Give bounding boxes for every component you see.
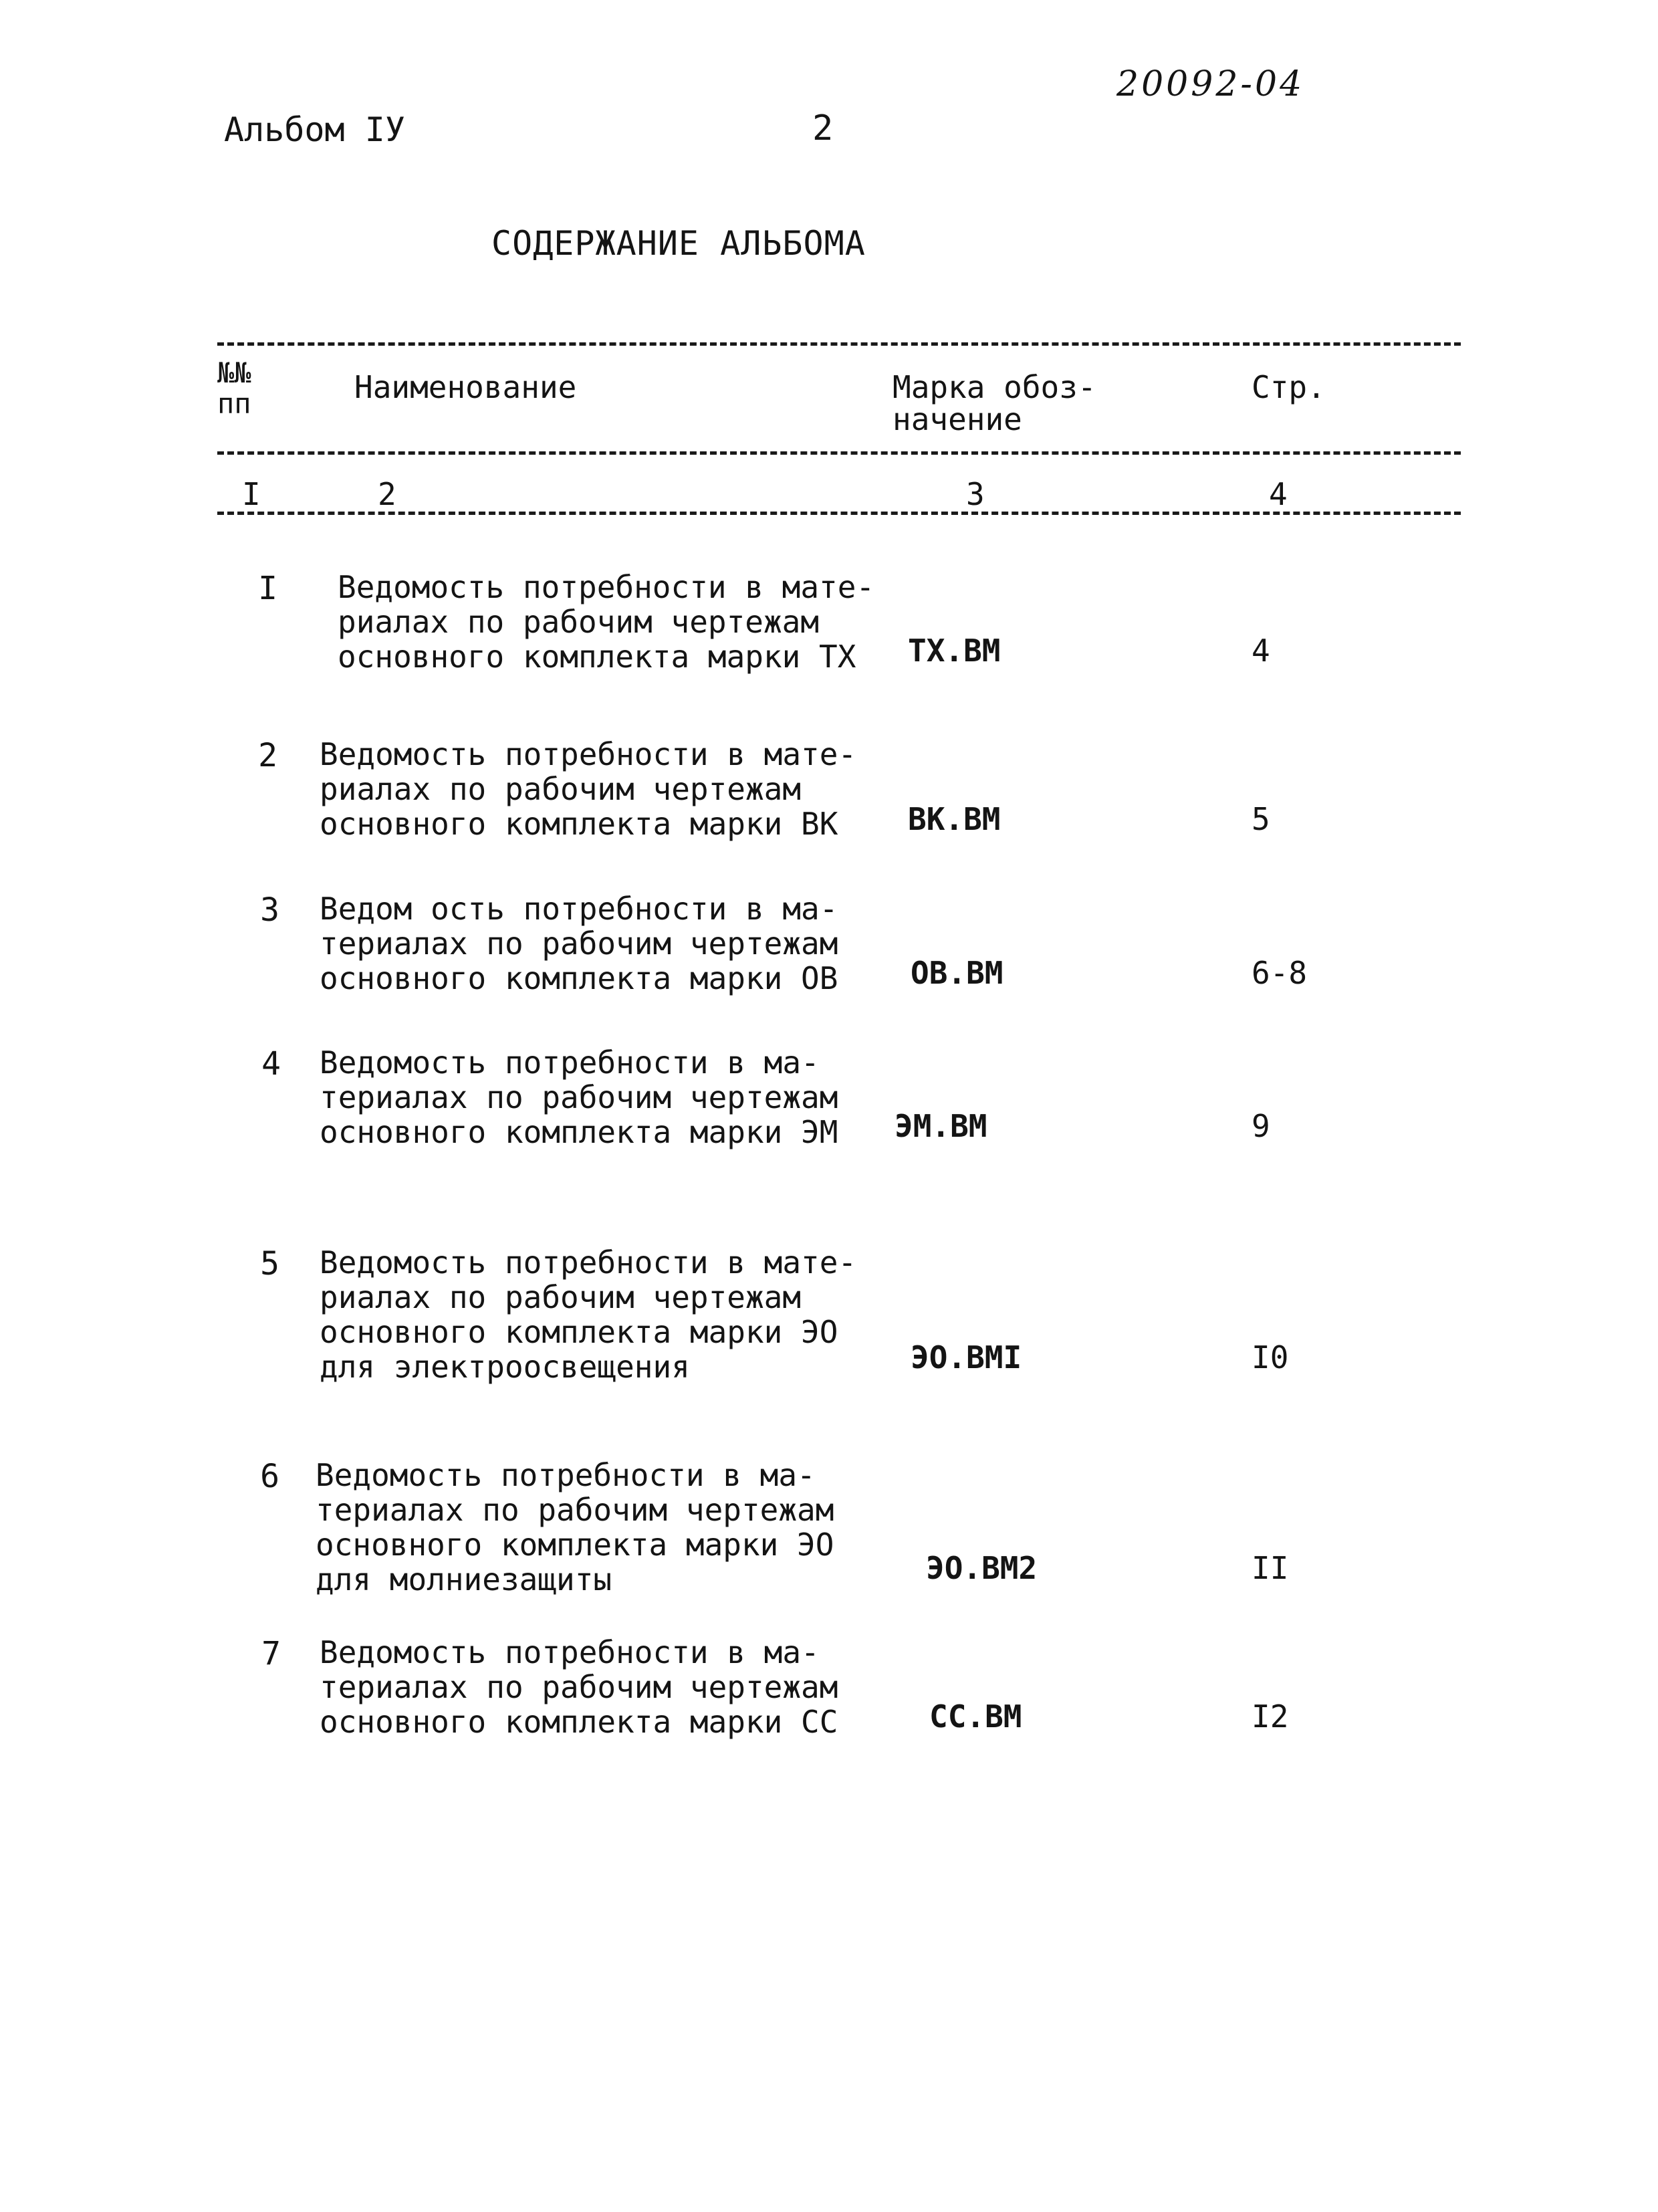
row-name: Ведомость потребности в ма- териалах по рабочим чертежам основного комплекта марки СС bbox=[320, 1634, 838, 1740]
page-number: 2 bbox=[812, 108, 834, 148]
column-number-2: 2 bbox=[378, 476, 396, 512]
column-header-mark: Марка обоз- начение bbox=[893, 369, 1096, 437]
row-number: 6 bbox=[260, 1458, 279, 1495]
row-number: 5 bbox=[260, 1245, 279, 1283]
row-mark: ЭО.ВМI bbox=[911, 1339, 1022, 1375]
row-page: 6-8 bbox=[1252, 955, 1308, 991]
row-mark: ЭО.ВМ2 bbox=[926, 1550, 1038, 1586]
column-number-4: 4 bbox=[1269, 476, 1288, 512]
column-header-page: Стр. bbox=[1252, 369, 1326, 405]
row-page: II bbox=[1252, 1550, 1289, 1586]
row-number: I bbox=[258, 570, 277, 607]
row-page: 5 bbox=[1252, 801, 1270, 837]
row-page: I0 bbox=[1252, 1339, 1289, 1375]
document-code: 20092-04 bbox=[1116, 64, 1305, 104]
row-mark: ТХ.ВМ bbox=[908, 633, 1001, 669]
row-name: Ведомость потребности в ма- териалах по рабочим чертежам основного комплекта марки ЭМ bbox=[320, 1044, 838, 1150]
row-name: Ведом ость потребности в ма- териалах по рабочим чертежам основного комплекта марки ОВ bbox=[320, 891, 838, 996]
row-name: Ведомость потребности в мате- риалах по рабочим чертежам основного комплекта марки ВК bbox=[320, 736, 857, 842]
column-header-number: №№ пп bbox=[217, 356, 251, 420]
row-name: Ведомость потребности в мате- риалах по рабочим чертежам основного комплекта марки ЭО для электроосвещения bbox=[320, 1244, 857, 1385]
row-page: 4 bbox=[1252, 633, 1270, 669]
row-number: 7 bbox=[261, 1635, 281, 1672]
row-mark: ОВ.ВМ bbox=[911, 955, 1003, 991]
column-number-3: 3 bbox=[966, 476, 985, 512]
row-number: 2 bbox=[258, 737, 277, 774]
column-number-1: I bbox=[242, 476, 261, 512]
column-header-name: Наименование bbox=[354, 369, 577, 405]
page-title: СОДЕРЖАНИЕ АЛЬБОМА bbox=[491, 224, 866, 263]
header-bottom-rule bbox=[217, 451, 1461, 455]
row-mark: ВК.ВМ bbox=[908, 801, 1001, 837]
row-mark: ЭМ.ВМ bbox=[895, 1108, 987, 1144]
row-name: Ведомость потребности в ма- териалах по рабочим чертежам основного комплекта марки ЭО для молниезащиты bbox=[316, 1457, 834, 1597]
row-page: I2 bbox=[1252, 1698, 1289, 1735]
row-page: 9 bbox=[1252, 1108, 1270, 1144]
row-mark: СС.ВМ bbox=[929, 1698, 1022, 1735]
table-top-rule bbox=[217, 342, 1461, 346]
row-number: 3 bbox=[260, 891, 279, 929]
album-label: Альбом IУ bbox=[224, 110, 405, 149]
row-name: Ведомость потребности в мате- риалах по рабочим чертежам основного комплекта марки ТХ bbox=[338, 569, 875, 675]
row-number: 4 bbox=[261, 1045, 281, 1083]
